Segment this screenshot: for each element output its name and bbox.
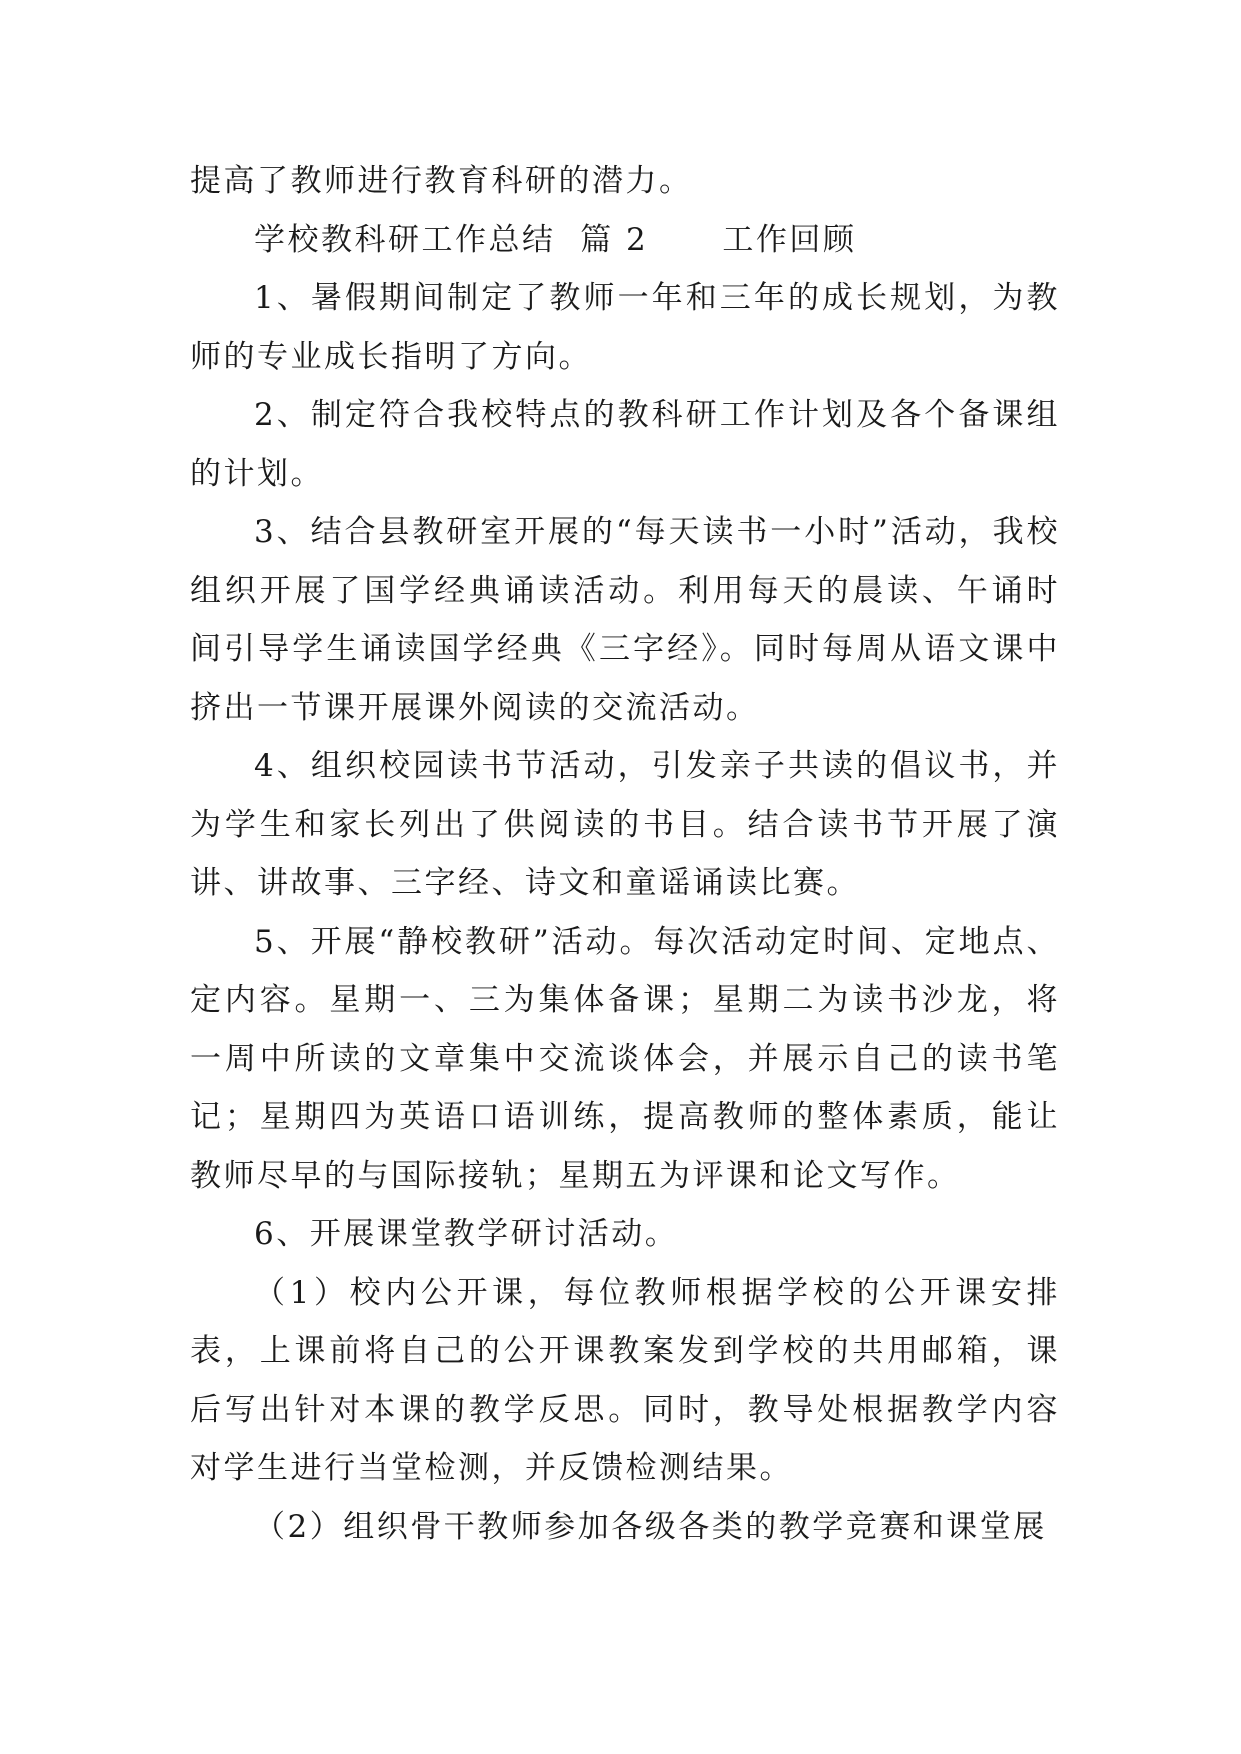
paragraph-item-6: 6、开展课堂教学研讨活动。 bbox=[254, 1216, 679, 1252]
paragraph-item-2: 2、制定符合我校特点的教科研工作计划及各个备课组的计划。 bbox=[190, 397, 1060, 492]
paragraph-subitem-2: （2）组织骨干教师参加各级各类的教学竞赛和课堂展 bbox=[254, 1508, 1047, 1545]
document-body bbox=[190, 152, 1060, 1556]
paragraph-item-1: 1、暑假期间制定了教师一年和三年的成长规划，为教师的专业成长指明了方向。 bbox=[190, 280, 1060, 375]
paragraph-item-5: 5、开展“静校教研”活动。每次活动定时间、定地点、定内容。星期一、三为集体备课；星期二为读书沙龙，将一周中所读的文章集中交流谈体会，并展示自己的读书笔记；星期四为英语口语训练，提高教师的整体素质，能让教师尽早的与国际接轨；星期五为评课和论文写作。 bbox=[190, 923, 1060, 1194]
paragraph-item-4: 4、组织校园读书节活动，引发亲子共读的倡议书，并为学生和家长列出了供阅读的书目。结合读书节开展了演讲、讲故事、三字经、诗文和童谣诵读比赛。 bbox=[190, 748, 1060, 901]
section-heading: 学校教科研工作总结 篇 2 工作回顾 bbox=[254, 221, 857, 258]
paragraph-continuation: 提高了教师进行教育科研的潜力。 bbox=[190, 163, 693, 199]
paragraph-subitem-1: （1）校内公开课，每位教师根据学校的公开课安排表，上课前将自己的公开课教案发到学校的共用邮箱，课后写出针对本课的教学反思。同时，教导处根据教学内容对学生进行当堂检测，并反馈检测结果。 bbox=[190, 1274, 1060, 1486]
paragraph-item-3: 3、结合县教研室开展的“每天读书一小时”活动，我校组织开展了国学经典诵读活动。利用每天的晨读、午诵时间引导学生诵读国学经典《三字经》。同时每周从语文课中挤出一节课开展课外阅读的交流活动。 bbox=[190, 514, 1060, 726]
